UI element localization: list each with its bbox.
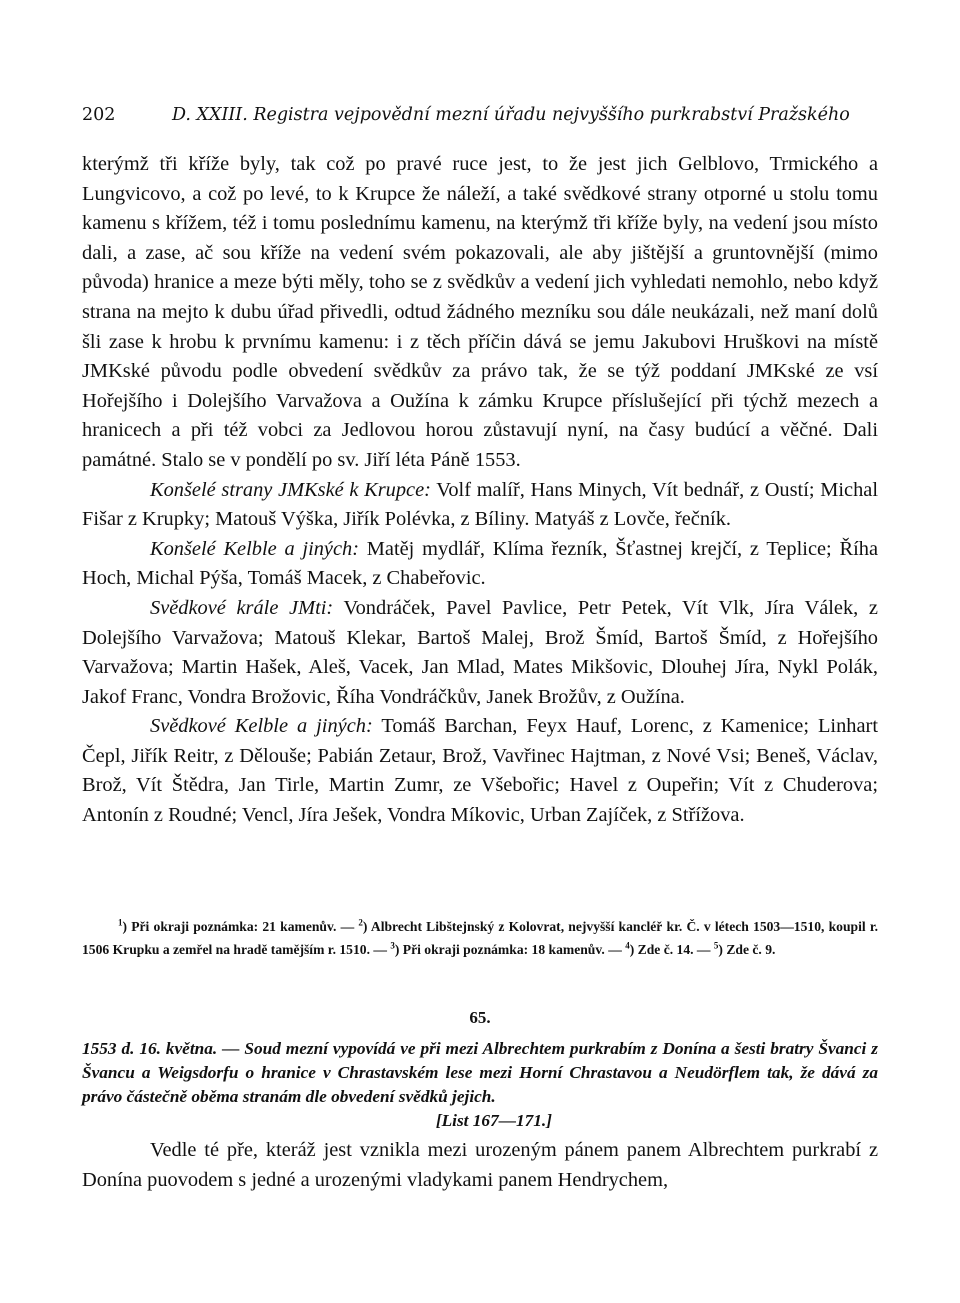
- footnote-marker-3: 3: [390, 940, 395, 951]
- page-number: 202: [82, 105, 116, 125]
- paragraph-4-text: Vondráček, Pavel Pavlice, Petr Petek, Vít Vlk, Jíra Válek, z Dolejšího Varvažova; Matouš Klekar, Bartoš Malej, Brož Šmíd, Bartoš Šmíd, z Hořejšího Varvažova; Martin Hašek, Aleš, Vacek, Jan Mlad, Mates Mikšovic, Dlouhej Jíra, Nykl Polák, Jakof Franc, Vondra Brožovic, Říha Vondráčkův, Janek Brožův, z Oužína.: [82, 596, 878, 708]
- paragraph-2-text: Volf malíř, Hans Minych, Vít bednář, z Oustí; Michal Fišar z Krupky; Matouš Výška, Jiřík Polévka, z Bíliny. Matyáš z Lovče, řečník.: [82, 478, 878, 531]
- footnote-5: ) Zde č. 9.: [718, 942, 776, 957]
- footnote-marker-1: 1: [118, 917, 123, 928]
- paragraph-3-text: Matěj mydlář, Klíma řezník, Šťastnej krejčí, z Teplice; Říha Hoch, Michal Pýša, Tomáš Macek, z Chabeřovic.: [82, 537, 878, 590]
- paragraph-2-label: Konšelé strany JMKské k Krupce:: [150, 478, 431, 501]
- paragraph-2: [82, 476, 878, 535]
- summary-text: 1553 d. 16. května. — Soud mezní vypovídá ve při mezi Albrechtem purkrabím z Donína a šesti bratry Švanci z Švancu a Weigsdorfu o hranice v Chrastavském lese mezi Horní Chrastavou a Neudörflem tak, že dává za právo částečně oběma stranám dle obvedení svědků jejich.: [82, 1039, 878, 1106]
- footnotes: [82, 915, 878, 961]
- section-summary: [82, 1037, 878, 1133]
- footnote-marker-5: 5: [713, 940, 719, 951]
- section-number: 65.: [469, 1008, 491, 1027]
- paragraph-4-label: Svědkové krále JMti:: [150, 596, 334, 619]
- paragraph-3-label: Konšelé Kelble a jiných:: [150, 537, 360, 560]
- paragraph-4: [82, 594, 878, 712]
- paragraph-5-label: Svědkové Kelble a jiných:: [150, 715, 373, 738]
- source-reference: [List 167—171.]: [435, 1111, 552, 1130]
- footnote-marker-4: 4: [625, 940, 630, 951]
- footnote-3: ) Při okraji poznámka: 18 kamenův. —: [394, 942, 626, 957]
- paragraph-5: [82, 712, 878, 830]
- footnote-block: [82, 915, 878, 961]
- footnote-1: ) Při okraji poznámka: 21 kamenův. —: [122, 919, 359, 934]
- running-title: D. XXIII. Registra vejpovědní mezní úřadu nejvyššího purkrabství Pražského: [172, 105, 850, 125]
- paragraph-3: [82, 535, 878, 594]
- paragraph-5-text: Tomáš Barchan, Feyx Hauf, Lorenc, z Kamenice; Linhart Čepl, Jiřík Reitr, z Dělouše; Pabián Zetaur, Brož, Vavřinec Hajtman, z Nové Vsi; Beneš, Václav, Brož, Vít Štědra, Jan Tirle, Martin Zumr, ze Všebořic; Havel z Oupeřin; Vít z Chuderova; Antonín z Roudné; Vencl, Jíra Ješek, Vondra Míkovic, Urban Zajíček, z Střížova.: [82, 715, 878, 827]
- footnote-4: ) Zde č. 14. —: [629, 942, 714, 957]
- paragraph-1: kterýmž tři kříže byly, tak což po pravé ruce jest, to že jest jich Gelblovo, Trmického a Lungvicovo, a což po levé, to k Krupce že náleží, a také svědkové strany otporné u stolu tomu kamenu s křížem, též i tomu poslednímu kamenu, na kterýmž tři kříže byly, na vedení jsou místo dali, a zase, ač sou kříže na vedení svém pokazovali, ale aby jištější a gruntovnější (mimo původa) hranice a meze býti měly, toho se z svědkův a vedení jich vyhledati nemohlo, nebo když strana na mejto k dubu úřad přivedli, odtud žádného mezníku sou dále neukázali, než maní dolů šli zase k hrobu k prvnímu kamenu: i z těch příčin dává se jemu Jakubovi Hruškovi na místě JMKské původu podle obvedení svědkův za právo tak, že se týž poddaní JMKské ze vsí Hořejšího i Dolejšího Varvažova a Oužína k zámku Krupce příslušející při týchž mezech a hranicech a při též vobci za Jedlovou horou zůstavují nyní, na časy budúcí a věčné. Dali památné. Stalo se v pondělí po sv. Jiří léta Páně 1553.: [82, 153, 878, 471]
- footnote-2: ) Albrecht Libštejnský z Kolovrat, nejvyšší kancléř kr. Č. v létech 1503—1510, koupil r. 1506 Krupku a zemřel na hradě tamějším r. 1510. —: [82, 919, 879, 957]
- section-text: [82, 1136, 878, 1195]
- section-paragraph-1: Vedle té pře, kteráž jest vznikla mezi urozeným pánem panem Albrechtem purkrabí z Donína puovodem s jedné a urozenými vladykami panem Hendrychem,: [82, 1139, 878, 1191]
- footnote-marker-2: 2: [358, 917, 363, 928]
- running-header: [82, 104, 882, 126]
- main-text: [82, 150, 878, 831]
